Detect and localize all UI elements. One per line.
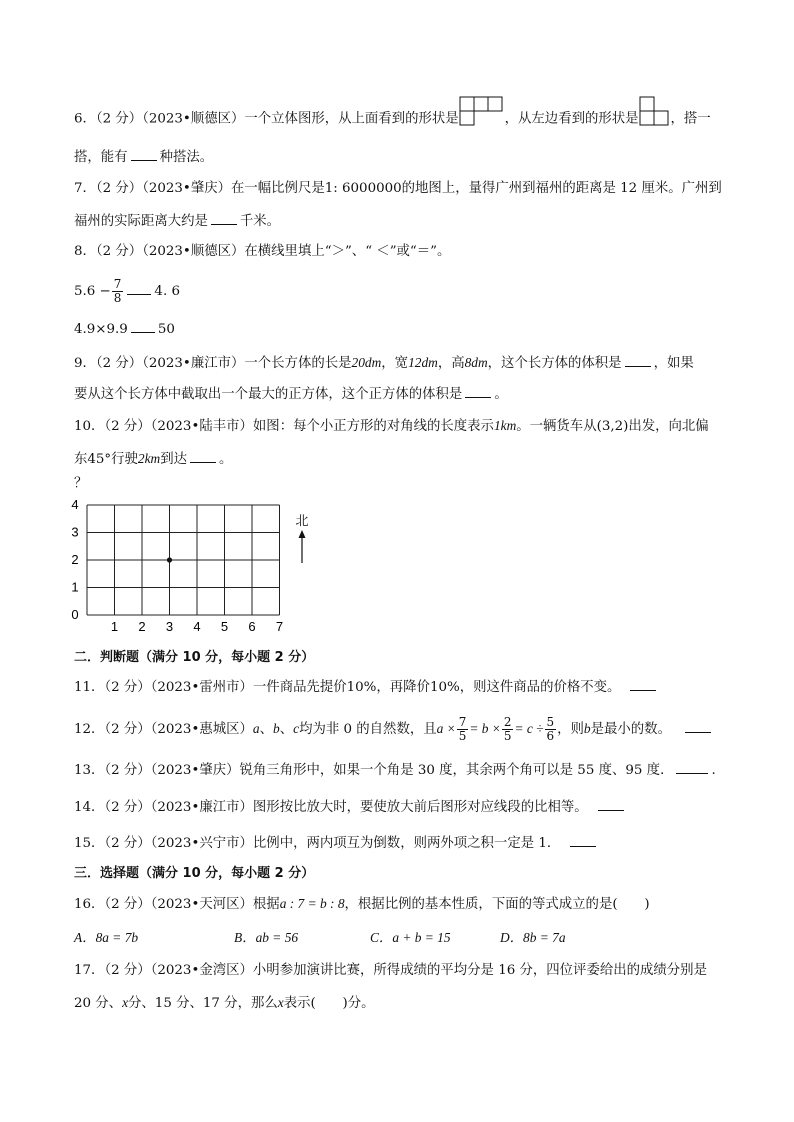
q10-text-c: 出发，向北偏 [628, 419, 709, 434]
q12-var-b: b [273, 721, 280, 736]
q16-option-d[interactable]: D．8b = 7a [500, 930, 566, 945]
q10-distance: 2km [137, 451, 161, 466]
x-tick-label: 5 [220, 619, 229, 634]
question-8-line1 [74, 244, 450, 260]
q8-text-a: 8．（2 分）（2023•顺德区）在横线里填上“＞”、“ ＜”或“＝”。 [74, 244, 451, 259]
fraction-numerator: 7 [113, 277, 122, 291]
question-7-line1 [74, 181, 722, 197]
q17-text-e: 分。 [347, 996, 375, 1011]
question-7-line2 [74, 212, 280, 230]
q8-expr1-left: 5.6 − [74, 284, 111, 299]
y-tick-label: 4 [71, 497, 79, 512]
q13-answer-blank[interactable] [676, 761, 708, 774]
fraction-denominator: 5 [503, 729, 512, 743]
q10-answer-blank[interactable] [190, 450, 216, 463]
q10-angle: 45° [87, 452, 112, 467]
q12-text-b: 均为非 0 的自然数，且 [299, 722, 437, 737]
question-8-expr1 [74, 278, 180, 305]
q8-expr2-right: 50 [157, 322, 175, 337]
q9-answer-blank-2[interactable] [465, 385, 491, 398]
q8-expr2-left: 4.9×9.9 [74, 322, 128, 337]
q9-text-d: ，这个长方体的体积是 [487, 356, 622, 371]
y-tick-label: 1 [71, 579, 79, 595]
q17-var-x2: x [277, 995, 284, 1010]
y-axis-ticks [71, 497, 78, 622]
section-2-title: 二．判断题（满分 10 分，每小题 2 分） [74, 650, 315, 665]
section-3-title: 三．选择题（满分 10 分，每小题 2 分） [74, 866, 315, 881]
q12-fraction-1 [457, 716, 469, 743]
q12-math1: a × [436, 721, 456, 736]
q12-sep1: 、 [259, 722, 274, 737]
north-arrow-icon [292, 529, 312, 565]
q6-text-a: 6．（2 分）（2023•顺德区）一个立体图形，从上面看到的形状是 [74, 111, 459, 127]
q8-expr1-right: 4. 6 [154, 284, 180, 299]
question-10-line1 [74, 418, 709, 435]
q10-text-d: 东 [74, 452, 88, 467]
fraction-denominator: 6 [546, 729, 555, 743]
coordinate-grid [60, 496, 320, 641]
q10-start-point: (3,2) [596, 419, 629, 434]
q9-text-c: ，高 [437, 356, 465, 371]
fraction-numerator: 2 [503, 715, 512, 729]
q9-length: 20dm [351, 355, 382, 370]
q10-text-g: 。 [219, 452, 233, 467]
q16-option-c[interactable]: C．a + b = 15 [370, 930, 451, 945]
q12-var-a: a [252, 721, 260, 736]
q15-text: 15．（2 分）（2023•兴宁市）比例中，两内项互为倒数，则两外项之积一定是 1． [74, 836, 561, 851]
q16-text-b: ，根据比例的基本性质，下面的等式成立的是 [344, 897, 613, 912]
x-tick-label: 3 [165, 619, 174, 634]
q16-proportion: a : 7 = b : 8 [279, 896, 345, 911]
q12-math3: = c ÷ [514, 721, 544, 736]
q13-text: 13．（2 分）（2023•肇庆）锐角三角形中，如果一个角是 30 度，其余两个角可以是 55 度、95 度． [74, 763, 674, 778]
x-tick-label: 4 [193, 619, 201, 634]
x-axis-ticks [111, 619, 283, 634]
q7-answer-blank[interactable] [211, 212, 237, 225]
q10-text-b: 。一辆货车从 [516, 419, 597, 434]
fraction-denominator: 5 [458, 729, 467, 743]
q12-text-c: ，则 [557, 722, 584, 737]
q9-text-g: 。 [494, 387, 508, 402]
q17-text-b: 20 分、 [74, 996, 123, 1011]
fraction-denominator: 8 [113, 291, 122, 305]
top-view-shape [459, 96, 505, 128]
fraction-numerator: 5 [546, 715, 555, 729]
q10-text-a: 10．（2 分）（2023•陆丰市）如图：每个小正方形的对角线的长度表示 [74, 419, 494, 434]
q9-height: 8dm [464, 355, 488, 370]
q14-answer-blank[interactable] [598, 798, 624, 811]
question-12 [74, 716, 714, 743]
north-indicator [292, 510, 312, 570]
grid-lines [87, 505, 280, 615]
x-tick-label: 7 [275, 619, 284, 634]
question-9-line2 [74, 385, 508, 403]
q17-answer-paren[interactable]: ( ) [310, 996, 348, 1011]
q16-text-a: 16．（2 分）（2023•天河区）根据 [74, 897, 280, 912]
question-10-mark [74, 476, 87, 492]
y-tick-label: 0 [71, 607, 79, 622]
q12-answer-blank[interactable] [685, 720, 711, 733]
q8-expr1-blank[interactable] [127, 282, 151, 295]
x-tick-label: 6 [248, 619, 256, 634]
q9-answer-blank-1[interactable] [625, 354, 651, 367]
north-label: 北 [295, 514, 309, 529]
q10-text-e: 行驶 [111, 452, 138, 467]
q7-text-c: 千米。 [239, 214, 281, 229]
q13-end: . [711, 763, 716, 778]
question-8-expr2 [74, 320, 175, 338]
question-14 [74, 798, 627, 816]
q17-var-x1: x [122, 995, 129, 1010]
question-16-options [74, 930, 600, 947]
q12-math2: = b × [469, 721, 501, 736]
x-tick-label: 1 [110, 619, 119, 634]
x-tick-label: 2 [138, 619, 146, 634]
q6-text-b: ，从左边看到的形状是 [504, 111, 639, 127]
q6-text-e: 种搭法。 [159, 150, 214, 165]
q7-text-b: 福州的实际距离大约是 [74, 214, 208, 229]
q12-text-a: 12．（2 分）（2023•惠城区） [74, 722, 253, 737]
q12-fraction-3 [545, 716, 557, 743]
q10-text-h: ？ [74, 476, 88, 491]
q12-fraction-2 [502, 716, 514, 743]
q16-option-b[interactable]: B．ab = 56 [234, 930, 299, 945]
q11-answer-blank[interactable] [630, 678, 656, 691]
q14-text: 14．（2 分）（2023•廉江市）图形按比放大时，要使放大前后图形对应线段的比相等。 [74, 800, 588, 815]
q12-var-c: c [293, 721, 300, 736]
question-11 [74, 678, 659, 696]
q17-text-a: 17．（2 分）（2023•金湾区）小明参加演讲比赛，所得成绩的平均分是 16 分，四位评委给出的成绩分别是 [74, 963, 707, 978]
start-point-group [167, 557, 172, 562]
q11-text: 11．（2 分）（2023•雷州市）一件商品先提价10%，再降价10%，则这件商品的价格不变。 [74, 680, 621, 695]
left-view-shape [639, 96, 671, 128]
question-6-line1 [74, 110, 711, 128]
question-13 [74, 761, 716, 779]
q17-text-c: 分、15 分、17 分，那么 [128, 996, 278, 1011]
q6-text-d: 搭，能有 [74, 150, 128, 165]
question-15 [74, 834, 599, 852]
q12-sep2: 、 [279, 722, 294, 737]
q9-text-a: 9．（2 分）（2023•廉江市）一个长方体的长是 [74, 356, 352, 371]
q10-text-f: 到达 [160, 452, 187, 467]
q9-text-f: 要从这个长方体中截取出一个最大的正方体，这个正方体的体积是 [74, 387, 463, 402]
q7-text-a: 7．（2 分）（2023•肇庆）在一幅比例尺是1: 6000000的地图上，量得广州到福州的距离是 12 厘米。广州到 [74, 181, 722, 196]
q8-expr1-fraction [112, 278, 124, 305]
q12-text-d: 是最小的数。 [590, 722, 671, 737]
q6-answer-blank[interactable] [131, 148, 157, 161]
q17-text-d: 表示 [283, 996, 311, 1011]
q9-text-b: ，宽 [381, 356, 409, 371]
question-6-line2 [74, 148, 213, 166]
q9-text-e: ，如果 [653, 356, 694, 371]
question-17-line1 [74, 963, 707, 979]
q16-option-a[interactable]: A．8a = 7b [74, 930, 139, 945]
q8-expr2-blank[interactable] [131, 320, 155, 333]
q6-text-c: ，搭一 [670, 111, 711, 127]
q10-unit: 1km [493, 418, 517, 433]
fraction-numerator: 7 [458, 715, 467, 729]
y-tick-label: 2 [71, 552, 79, 567]
y-tick-label: 3 [71, 524, 79, 540]
question-17-line2 [74, 995, 375, 1012]
question-16 [74, 896, 650, 913]
question-10-line2 [74, 450, 232, 468]
q16-answer-paren[interactable]: ( ) [612, 897, 650, 912]
q15-answer-blank[interactable] [570, 834, 596, 847]
start-point-dot [167, 557, 172, 562]
q9-width: 12dm [408, 355, 438, 370]
q12-var-b2: b [583, 721, 591, 736]
question-9-line1 [74, 354, 694, 372]
